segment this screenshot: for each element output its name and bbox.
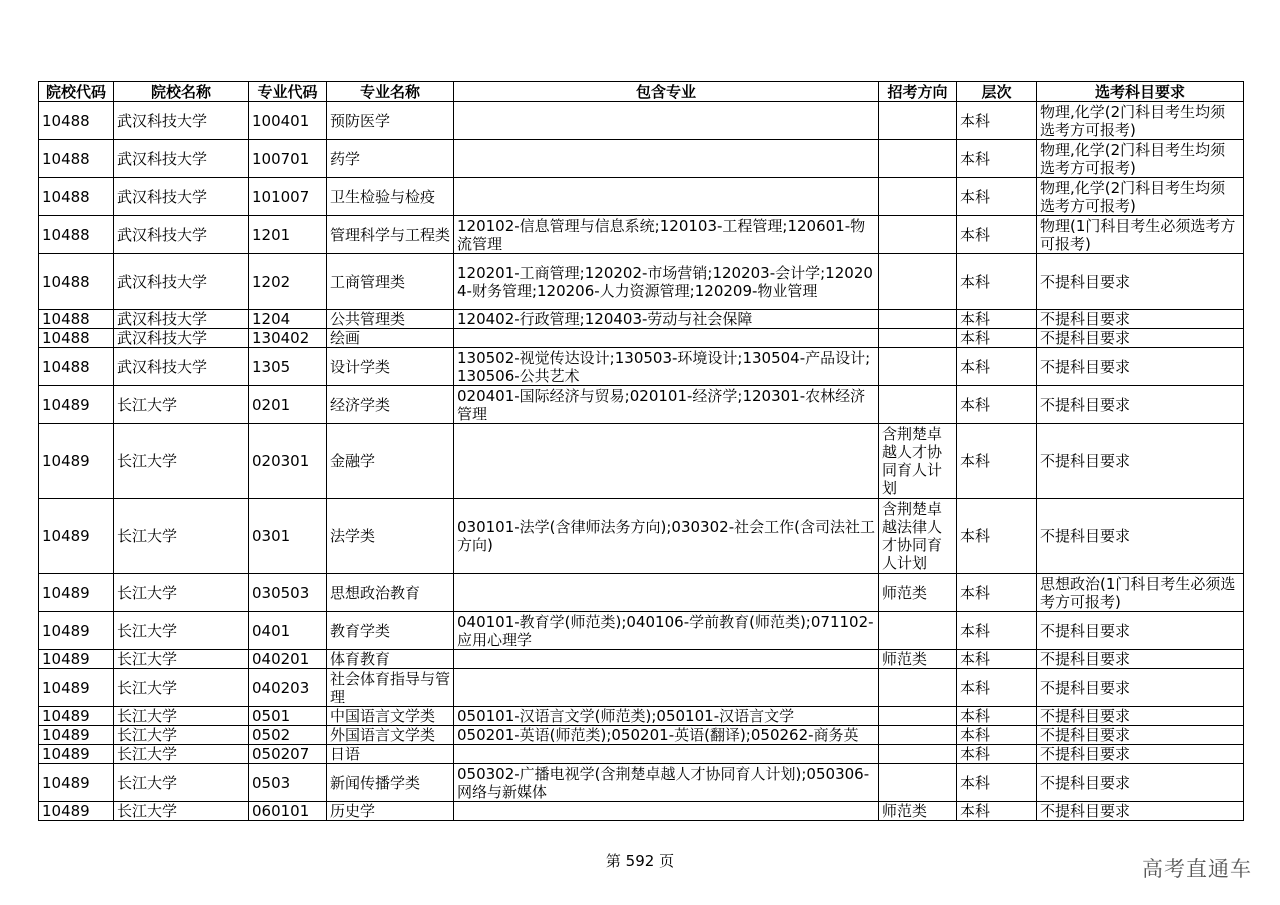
cell-major-name: 公共管理类	[327, 310, 454, 329]
cell-level: 本科	[957, 612, 1037, 650]
cell-subject-req: 不提科目要求	[1037, 310, 1244, 329]
cell-included-majors: 120402-行政管理;120403-劳动与社会保障	[454, 310, 879, 329]
table-row	[39, 178, 1244, 216]
cell-major-name: 药学	[327, 140, 454, 178]
cell-subject-req: 不提科目要求	[1037, 669, 1244, 707]
cell-level: 本科	[957, 707, 1037, 726]
cell-school-code: 10489	[39, 499, 114, 574]
cell-school-code: 10489	[39, 764, 114, 802]
table-header-row	[39, 82, 1244, 102]
table-row	[39, 348, 1244, 386]
cell-school-name: 长江大学	[114, 764, 249, 802]
table-row	[39, 802, 1244, 821]
header-school-code: 院校代码	[39, 82, 114, 102]
cell-included-majors	[454, 178, 879, 216]
cell-direction	[879, 726, 957, 745]
cell-included-majors: 120201-工商管理;120202-市场营销;120203-会计学;120204-财务管理;120206-人力资源管理;120209-物业管理	[454, 254, 879, 310]
cell-major-code: 0201	[249, 386, 327, 424]
cell-school-code: 10489	[39, 650, 114, 669]
cell-school-name: 长江大学	[114, 612, 249, 650]
cell-school-code: 10488	[39, 140, 114, 178]
cell-level: 本科	[957, 178, 1037, 216]
table-row	[39, 726, 1244, 745]
cell-major-name: 中国语言文学类	[327, 707, 454, 726]
cell-subject-req: 物理,化学(2门科目考生均须选考方可报考)	[1037, 140, 1244, 178]
cell-included-majors: 120102-信息管理与信息系统;120103-工程管理;120601-物流管理	[454, 216, 879, 254]
cell-major-code: 100401	[249, 102, 327, 140]
cell-direction	[879, 612, 957, 650]
cell-major-name: 预防医学	[327, 102, 454, 140]
cell-school-name: 长江大学	[114, 386, 249, 424]
cell-major-code: 0501	[249, 707, 327, 726]
cell-included-majors: 020401-国际经济与贸易;020101-经济学;120301-农林经济管理	[454, 386, 879, 424]
cell-level: 本科	[957, 254, 1037, 310]
cell-school-name: 武汉科技大学	[114, 348, 249, 386]
cell-school-code: 10489	[39, 802, 114, 821]
cell-included-majors	[454, 745, 879, 764]
cell-included-majors: 050302-广播电视学(含荆楚卓越人才协同育人计划);050306-网络与新媒体	[454, 764, 879, 802]
cell-direction	[879, 140, 957, 178]
cell-direction	[879, 178, 957, 216]
cell-major-code: 1305	[249, 348, 327, 386]
cell-direction: 师范类	[879, 802, 957, 821]
cell-school-name: 长江大学	[114, 707, 249, 726]
cell-direction: 师范类	[879, 650, 957, 669]
header-subject-req: 选考科目要求	[1037, 82, 1244, 102]
table-row	[39, 574, 1244, 612]
cell-school-name: 武汉科技大学	[114, 102, 249, 140]
cell-school-name: 武汉科技大学	[114, 140, 249, 178]
cell-level: 本科	[957, 802, 1037, 821]
cell-subject-req: 不提科目要求	[1037, 764, 1244, 802]
cell-included-majors: 130502-视觉传达设计;130503-环境设计;130504-产品设计;130506-公共艺术	[454, 348, 879, 386]
cell-subject-req: 不提科目要求	[1037, 707, 1244, 726]
cell-school-code: 10488	[39, 178, 114, 216]
cell-school-code: 10489	[39, 612, 114, 650]
cell-subject-req: 不提科目要求	[1037, 650, 1244, 669]
cell-subject-req: 不提科目要求	[1037, 254, 1244, 310]
cell-major-name: 体育教育	[327, 650, 454, 669]
cell-major-name: 卫生检验与检疫	[327, 178, 454, 216]
cell-major-code: 060101	[249, 802, 327, 821]
table-row	[39, 140, 1244, 178]
cell-major-name: 教育学类	[327, 612, 454, 650]
table-row	[39, 707, 1244, 726]
header-major-name: 专业名称	[327, 82, 454, 102]
cell-major-code: 040203	[249, 669, 327, 707]
cell-major-code: 100701	[249, 140, 327, 178]
cell-school-code: 10488	[39, 348, 114, 386]
header-level: 层次	[957, 82, 1037, 102]
cell-school-name: 武汉科技大学	[114, 216, 249, 254]
cell-major-code: 1204	[249, 310, 327, 329]
cell-school-code: 10488	[39, 329, 114, 348]
cell-subject-req: 不提科目要求	[1037, 348, 1244, 386]
cell-direction: 含荆楚卓越人才协同育人计划	[879, 424, 957, 499]
table-row	[39, 745, 1244, 764]
cell-level: 本科	[957, 310, 1037, 329]
table-row	[39, 764, 1244, 802]
table-body	[39, 102, 1244, 821]
cell-level: 本科	[957, 140, 1037, 178]
cell-school-name: 长江大学	[114, 650, 249, 669]
cell-school-name: 武汉科技大学	[114, 178, 249, 216]
cell-major-code: 130402	[249, 329, 327, 348]
cell-school-code: 10489	[39, 574, 114, 612]
cell-school-code: 10488	[39, 310, 114, 329]
cell-included-majors: 050201-英语(师范类);050201-英语(翻译);050262-商务英	[454, 726, 879, 745]
cell-included-majors	[454, 574, 879, 612]
cell-major-name: 新闻传播学类	[327, 764, 454, 802]
cell-major-code: 020301	[249, 424, 327, 499]
cell-direction	[879, 669, 957, 707]
cell-major-name: 社会体育指导与管理	[327, 669, 454, 707]
cell-major-name: 绘画	[327, 329, 454, 348]
cell-subject-req: 不提科目要求	[1037, 386, 1244, 424]
cell-included-majors	[454, 329, 879, 348]
cell-school-code: 10489	[39, 707, 114, 726]
cell-school-name: 武汉科技大学	[114, 310, 249, 329]
cell-level: 本科	[957, 424, 1037, 499]
cell-school-name: 长江大学	[114, 669, 249, 707]
cell-level: 本科	[957, 499, 1037, 574]
cell-school-name: 武汉科技大学	[114, 329, 249, 348]
header-included-majors: 包含专业	[454, 82, 879, 102]
cell-level: 本科	[957, 745, 1037, 764]
cell-level: 本科	[957, 574, 1037, 612]
cell-school-name: 武汉科技大学	[114, 254, 249, 310]
cell-school-code: 10488	[39, 102, 114, 140]
cell-subject-req: 不提科目要求	[1037, 424, 1244, 499]
cell-major-code: 1202	[249, 254, 327, 310]
cell-school-name: 长江大学	[114, 574, 249, 612]
cell-school-name: 长江大学	[114, 499, 249, 574]
header-major-code: 专业代码	[249, 82, 327, 102]
table-row	[39, 499, 1244, 574]
table-row	[39, 669, 1244, 707]
cell-major-name: 外国语言文学类	[327, 726, 454, 745]
cell-direction	[879, 348, 957, 386]
cell-school-name: 长江大学	[114, 802, 249, 821]
header-school-name: 院校名称	[114, 82, 249, 102]
cell-school-name: 长江大学	[114, 424, 249, 499]
cell-major-name: 工商管理类	[327, 254, 454, 310]
cell-direction	[879, 386, 957, 424]
cell-subject-req: 不提科目要求	[1037, 499, 1244, 574]
cell-level: 本科	[957, 650, 1037, 669]
cell-subject-req: 不提科目要求	[1037, 726, 1244, 745]
cell-level: 本科	[957, 386, 1037, 424]
cell-major-code: 0503	[249, 764, 327, 802]
cell-subject-req: 物理,化学(2门科目考生均须选考方可报考)	[1037, 102, 1244, 140]
cell-included-majors: 030101-法学(含律师法务方向);030302-社会工作(含司法社工方向)	[454, 499, 879, 574]
cell-direction	[879, 254, 957, 310]
table-row	[39, 254, 1244, 310]
cell-school-name: 长江大学	[114, 726, 249, 745]
cell-major-name: 思想政治教育	[327, 574, 454, 612]
cell-included-majors	[454, 802, 879, 821]
cell-direction	[879, 329, 957, 348]
watermark-text: 高考直通车	[1142, 857, 1252, 881]
cell-school-code: 10488	[39, 216, 114, 254]
cell-included-majors: 050101-汉语言文学(师范类);050101-汉语言文学	[454, 707, 879, 726]
cell-level: 本科	[957, 764, 1037, 802]
cell-major-name: 管理科学与工程类	[327, 216, 454, 254]
cell-direction	[879, 707, 957, 726]
cell-level: 本科	[957, 216, 1037, 254]
cell-major-code: 040201	[249, 650, 327, 669]
cell-major-name: 设计学类	[327, 348, 454, 386]
cell-level: 本科	[957, 669, 1037, 707]
cell-major-code: 101007	[249, 178, 327, 216]
cell-major-name: 经济学类	[327, 386, 454, 424]
table-row	[39, 612, 1244, 650]
table-row	[39, 102, 1244, 140]
cell-direction	[879, 310, 957, 329]
cell-major-code: 1201	[249, 216, 327, 254]
table-row	[39, 310, 1244, 329]
cell-subject-req: 思想政治(1门科目考生必须选考方可报考)	[1037, 574, 1244, 612]
cell-major-name: 日语	[327, 745, 454, 764]
cell-level: 本科	[957, 348, 1037, 386]
table-row	[39, 329, 1244, 348]
cell-level: 本科	[957, 102, 1037, 140]
cell-school-code: 10489	[39, 386, 114, 424]
cell-level: 本科	[957, 726, 1037, 745]
cell-subject-req: 物理,化学(2门科目考生均须选考方可报考)	[1037, 178, 1244, 216]
cell-subject-req: 不提科目要求	[1037, 329, 1244, 348]
cell-direction: 师范类	[879, 574, 957, 612]
cell-major-code: 0502	[249, 726, 327, 745]
cell-major-code: 0301	[249, 499, 327, 574]
admission-table	[38, 81, 1244, 821]
cell-direction	[879, 745, 957, 764]
cell-major-name: 法学类	[327, 499, 454, 574]
cell-major-name: 历史学	[327, 802, 454, 821]
cell-school-code: 10489	[39, 745, 114, 764]
cell-major-code: 030503	[249, 574, 327, 612]
cell-major-code: 050207	[249, 745, 327, 764]
table-row	[39, 386, 1244, 424]
header-direction: 招考方向	[879, 82, 957, 102]
cell-school-name: 长江大学	[114, 745, 249, 764]
cell-subject-req: 不提科目要求	[1037, 802, 1244, 821]
cell-subject-req: 物理(1门科目考生必须选考方可报考)	[1037, 216, 1244, 254]
cell-direction	[879, 102, 957, 140]
table-row	[39, 650, 1244, 669]
cell-included-majors	[454, 102, 879, 140]
cell-included-majors: 040101-教育学(师范类);040106-学前教育(师范类);071102-应用心理学	[454, 612, 879, 650]
cell-direction: 含荆楚卓越法律人才协同育人计划	[879, 499, 957, 574]
cell-major-code: 0401	[249, 612, 327, 650]
table-row	[39, 424, 1244, 499]
cell-school-code: 10489	[39, 669, 114, 707]
cell-included-majors	[454, 669, 879, 707]
cell-major-name: 金融学	[327, 424, 454, 499]
cell-school-code: 10489	[39, 424, 114, 499]
cell-included-majors	[454, 424, 879, 499]
cell-school-code: 10488	[39, 254, 114, 310]
cell-included-majors	[454, 140, 879, 178]
page-number: 第 592 页	[605, 852, 675, 870]
cell-direction	[879, 764, 957, 802]
cell-subject-req: 不提科目要求	[1037, 745, 1244, 764]
cell-direction	[879, 216, 957, 254]
table-row	[39, 216, 1244, 254]
cell-school-code: 10489	[39, 726, 114, 745]
cell-subject-req: 不提科目要求	[1037, 612, 1244, 650]
cell-level: 本科	[957, 329, 1037, 348]
cell-included-majors	[454, 650, 879, 669]
